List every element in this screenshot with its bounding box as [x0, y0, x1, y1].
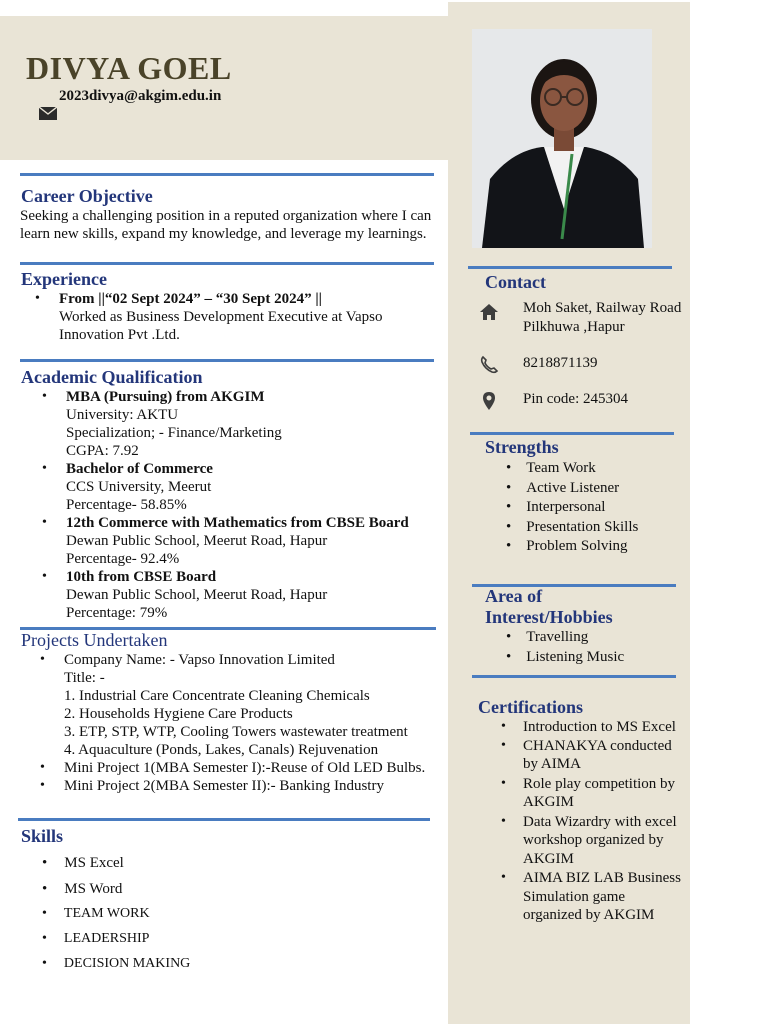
pin-code: Pin code: 245304 — [523, 391, 628, 407]
list-item: • Bachelor of Commerce CCS University, Meerut Percentage- 58.85% — [42, 460, 442, 514]
qualification-title: 12th Commerce with Mathematics from CBSE Board — [66, 515, 409, 531]
list-item: • Role play competition by AKGIM — [501, 775, 691, 812]
address-line: Pilkhuwa ,Hapur — [523, 319, 625, 335]
experience-line: Innovation Pvt .Ltd. — [59, 327, 180, 343]
contact-heading: Contact — [485, 272, 546, 292]
address-line: Moh Saket, Railway Road — [523, 300, 682, 316]
mini-project: Mini Project 1(MBA Semester I):-Reuse of Old LED Bulbs. — [64, 760, 426, 776]
qualification-detail: Specialization; - Finance/Marketing — [66, 425, 282, 441]
hobbies-heading-line: Interest/Hobbies — [485, 607, 613, 627]
project-item: 2. Households Hygiene Care Products — [64, 706, 293, 722]
experience-list — [35, 290, 435, 344]
list-item: • Mini Project 2(MBA Semester II):- Banking Industry — [40, 777, 440, 795]
project-company: Company Name: - Vapso Innovation Limited — [64, 652, 335, 668]
certification-line: CHANAKYA conducted — [523, 737, 672, 754]
career-objective-heading: Career Objective — [21, 186, 153, 206]
qualification-detail: Dewan Public School, Meerut Road, Hapur — [66, 533, 328, 549]
list-item: • Mini Project 1(MBA Semester I):-Reuse of Old LED Bulbs. — [40, 759, 440, 777]
list-item: • Company Name: - Vapso Innovation Limited Title: - 1. Industrial Care Concentrate Cleaning Chemicals 2. Households Hygiene Care Products 3. ETP, STP, WTP, Cooling Towers wastewater treatment 4. Aquaculture (Ponds, Lakes, Canals) Rejuvenation — [40, 651, 440, 759]
list-item: • Travelling — [506, 629, 589, 645]
skill-label: MS Excel — [64, 855, 124, 871]
list-item: • 10th from CBSE Board Dewan Public School, Meerut Road, Hapur Percentage: 79% — [42, 568, 442, 622]
experience-line: Worked as Business Development Executive at Vapso — [59, 309, 383, 325]
list-item: • Data Wizardry with excel workshop organized by AKGIM — [501, 813, 691, 869]
qualification-detail: Percentage: 79% — [66, 605, 168, 621]
location-pin-icon — [478, 390, 500, 412]
project-item: 3. ETP, STP, WTP, Cooling Towers wastewater treatment — [64, 724, 408, 740]
qualification-detail: Dewan Public School, Meerut Road, Hapur — [66, 587, 328, 603]
strength-label: Interpersonal — [526, 499, 606, 515]
academic-heading: Academic Qualification — [21, 367, 203, 387]
candidate-name: DIVYA GOEL — [26, 50, 232, 86]
project-item: 1. Industrial Care Concentrate Cleaning Chemicals — [64, 688, 370, 704]
skill-label: MS Word — [64, 881, 123, 897]
section-rule — [20, 262, 434, 265]
pincode-row — [478, 390, 688, 412]
experience-dates: From ||“02 Sept 2024” – “30 Sept 2024” || — [59, 291, 322, 307]
hobbies-heading — [485, 586, 613, 628]
qualification-title: Bachelor of Commerce — [66, 461, 213, 477]
mini-project: Mini Project 2(MBA Semester II):- Banking Industry — [64, 778, 384, 794]
hobby-label: Travelling — [526, 629, 589, 645]
profile-photo-illustration — [472, 29, 652, 248]
experience-heading: Experience — [21, 269, 107, 289]
phone-number: 8218871139 — [523, 355, 598, 371]
list-item: • TEAM WORK — [42, 906, 150, 921]
list-item: • 12th Commerce with Mathematics from CBSE Board Dewan Public School, Meerut Road, Hapur Percentage- 92.4% — [42, 514, 442, 568]
list-item: • MBA (Pursuing) from AKGIM University: AKTU Specialization; - Finance/Marketing CGPA: 7.92 — [42, 388, 442, 460]
certification-line: Simulation game — [523, 888, 626, 905]
skills-heading: Skills — [21, 826, 64, 846]
qualification-title: 10th from CBSE Board — [66, 569, 217, 585]
skill-label: LEADERSHIP — [63, 931, 150, 946]
profile-photo — [472, 29, 652, 248]
list-item: • MS Word — [42, 881, 123, 897]
certification-line: AKGIM — [523, 794, 574, 810]
strength-label: Presentation Skills — [526, 519, 639, 535]
list-item: • From ||“02 Sept 2024” – “30 Sept 2024” || Worked as Business Development Executive at Vapso Innovation Pvt .Ltd. — [35, 290, 435, 344]
mail-icon — [39, 107, 57, 120]
address-row — [478, 299, 688, 339]
email-text: 2023divya@akgim.edu.in — [59, 88, 222, 104]
section-rule — [18, 818, 430, 821]
section-rule — [472, 675, 676, 678]
list-item: • Active Listener — [506, 480, 620, 496]
certification-line: by AIMA — [523, 756, 581, 772]
certification-line: Data Wizardry with excel — [523, 813, 677, 830]
list-item: • AIMA BIZ LAB Business Simulation game organized by AKGIM — [501, 869, 691, 925]
qualification-detail: CGPA: 7.92 — [66, 443, 139, 459]
qualification-detail: Percentage- 92.4% — [66, 551, 180, 567]
certifications-list — [501, 718, 691, 925]
section-rule — [468, 266, 672, 269]
strength-label: Problem Solving — [526, 538, 628, 554]
home-icon — [478, 301, 500, 323]
certification-line: Introduction to MS Excel — [523, 719, 676, 735]
certification-line: AIMA BIZ LAB Business — [523, 870, 681, 886]
email-address[interactable] — [59, 88, 223, 122]
list-item: • LEADERSHIP — [42, 931, 150, 946]
qualification-detail: Percentage- 58.85% — [66, 497, 187, 513]
project-title-label: Title: - — [64, 670, 105, 686]
list-item: • Listening Music — [506, 649, 625, 665]
section-rule — [470, 432, 674, 435]
project-item: 4. Aquaculture (Ponds, Lakes, Canals) Rejuvenation — [64, 742, 379, 758]
certification-line: AKGIM — [523, 850, 574, 867]
list-item: • MS Excel — [42, 855, 124, 871]
list-item: • Team Work — [506, 460, 596, 476]
career-objective-line: learn new skills, expand my knowledge, and leverage my learnings. — [20, 226, 427, 242]
list-item: • Introduction to MS Excel — [501, 718, 691, 737]
strengths-heading: Strengths — [485, 437, 559, 457]
qualification-title: MBA (Pursuing) from AKGIM — [66, 389, 265, 405]
list-item: • Presentation Skills — [506, 519, 639, 535]
list-item: • DECISION MAKING — [42, 956, 191, 971]
academic-list — [42, 388, 442, 622]
phone-row[interactable] — [478, 354, 688, 376]
section-rule — [20, 173, 434, 176]
career-objective-text — [20, 207, 440, 243]
projects-list — [40, 651, 440, 795]
list-item: • CHANAKYA conducted by AIMA — [501, 737, 691, 774]
phone-icon — [478, 354, 500, 376]
qualification-detail: University: AKTU — [66, 407, 179, 423]
section-rule — [20, 359, 434, 362]
certifications-heading: Certifications — [478, 697, 583, 717]
skill-label: TEAM WORK — [63, 906, 150, 921]
certification-line: workshop organized by — [523, 832, 664, 848]
projects-heading: Projects Undertaken — [21, 630, 168, 650]
certification-line: Role play competition by — [523, 775, 676, 792]
strength-label: Team Work — [526, 460, 596, 476]
qualification-detail: CCS University, Meerut — [66, 479, 212, 495]
list-item: • Interpersonal — [506, 499, 606, 515]
career-objective-line: Seeking a challenging position in a reputed organization where I can — [20, 208, 432, 224]
list-item: • Problem Solving — [506, 538, 628, 554]
certification-line: organized by AKGIM — [523, 907, 655, 923]
strength-label: Active Listener — [526, 480, 620, 496]
hobbies-heading-line: Area of — [485, 586, 543, 606]
skill-label: DECISION MAKING — [63, 956, 191, 971]
hobby-label: Listening Music — [526, 649, 625, 665]
